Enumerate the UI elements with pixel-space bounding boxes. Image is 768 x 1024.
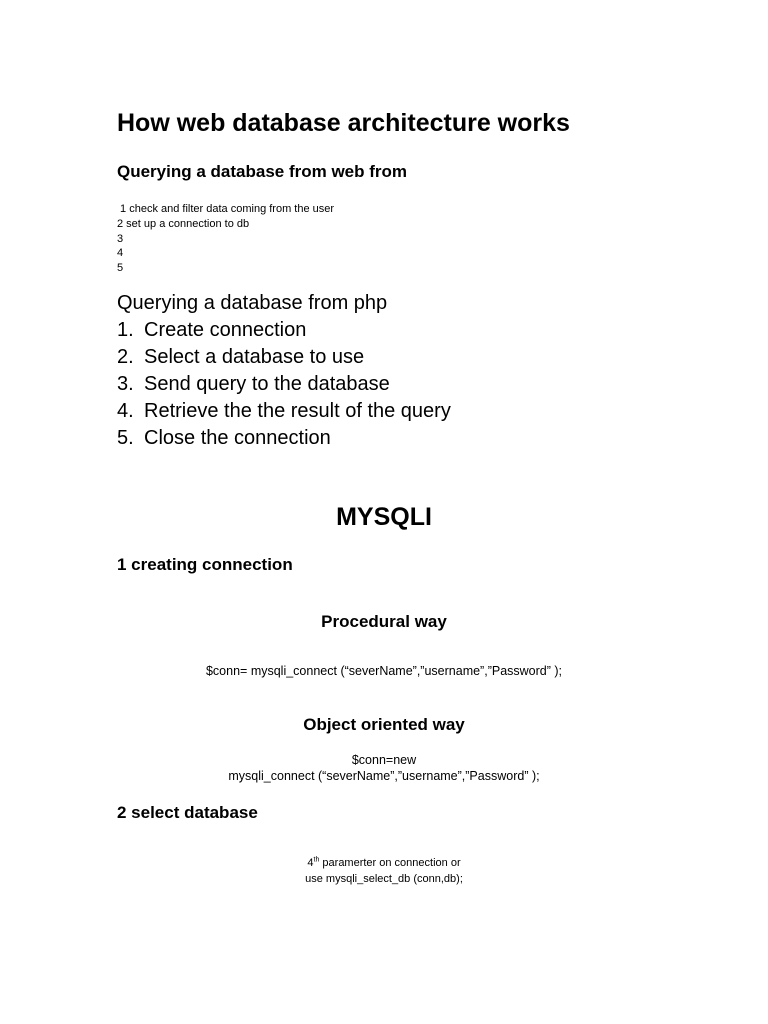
mysqli-heading: MYSQLI bbox=[336, 503, 432, 531]
list-item bbox=[117, 344, 451, 371]
web-steps-list bbox=[117, 202, 334, 276]
list-number: 1. bbox=[117, 319, 134, 341]
list-item: 3 bbox=[117, 232, 124, 245]
php-steps-list bbox=[117, 317, 451, 452]
list-text: Send query to the database bbox=[144, 373, 390, 395]
list-number: 5. bbox=[117, 427, 134, 449]
list-item: 4 bbox=[117, 247, 124, 260]
list-text: Close the connection bbox=[144, 427, 331, 449]
note-line: use mysqli_select_db (conn,db); bbox=[305, 872, 463, 885]
note-text: paramerter on connection or bbox=[319, 857, 461, 869]
object-oriented-heading: Object oriented way bbox=[303, 715, 465, 734]
list-item bbox=[117, 317, 451, 344]
list-item: 2 set up a connection to db bbox=[117, 217, 250, 230]
list-text: Retrieve the the result of the query bbox=[144, 400, 451, 422]
list-item: 5 bbox=[117, 262, 124, 275]
section-heading-creating-connection: 1 creating connection bbox=[117, 555, 293, 574]
list-number: 3. bbox=[117, 373, 134, 395]
list-item: 1 check and filter data coming from the user bbox=[117, 203, 335, 215]
note-number: 4 bbox=[307, 857, 314, 869]
procedural-code: $conn= mysqli_connect (“severName”,”username”,”Password” ); bbox=[205, 664, 563, 678]
select-database-note bbox=[0, 856, 768, 887]
php-heading: Querying a database from php bbox=[117, 292, 388, 314]
list-number: 4. bbox=[117, 400, 134, 422]
section-subtitle: Querying a database from web from bbox=[117, 162, 408, 181]
list-item bbox=[117, 398, 451, 425]
note-line bbox=[0, 856, 768, 872]
code-line: mysqli_connect (“severName”,”username”,”Password” ); bbox=[228, 769, 540, 783]
php-steps-block bbox=[117, 290, 451, 452]
list-item bbox=[117, 425, 451, 452]
procedural-heading: Procedural way bbox=[321, 612, 447, 631]
page-title: How web database architecture works bbox=[117, 109, 570, 137]
note-superscript: th bbox=[313, 856, 320, 864]
object-oriented-code bbox=[0, 752, 768, 784]
section-heading-select-database: 2 select database bbox=[117, 803, 258, 822]
list-text: Create connection bbox=[144, 319, 307, 341]
list-number: 2. bbox=[117, 346, 134, 368]
code-line: $conn=new bbox=[351, 753, 417, 767]
list-item bbox=[117, 371, 451, 398]
list-text: Select a database to use bbox=[144, 346, 365, 368]
